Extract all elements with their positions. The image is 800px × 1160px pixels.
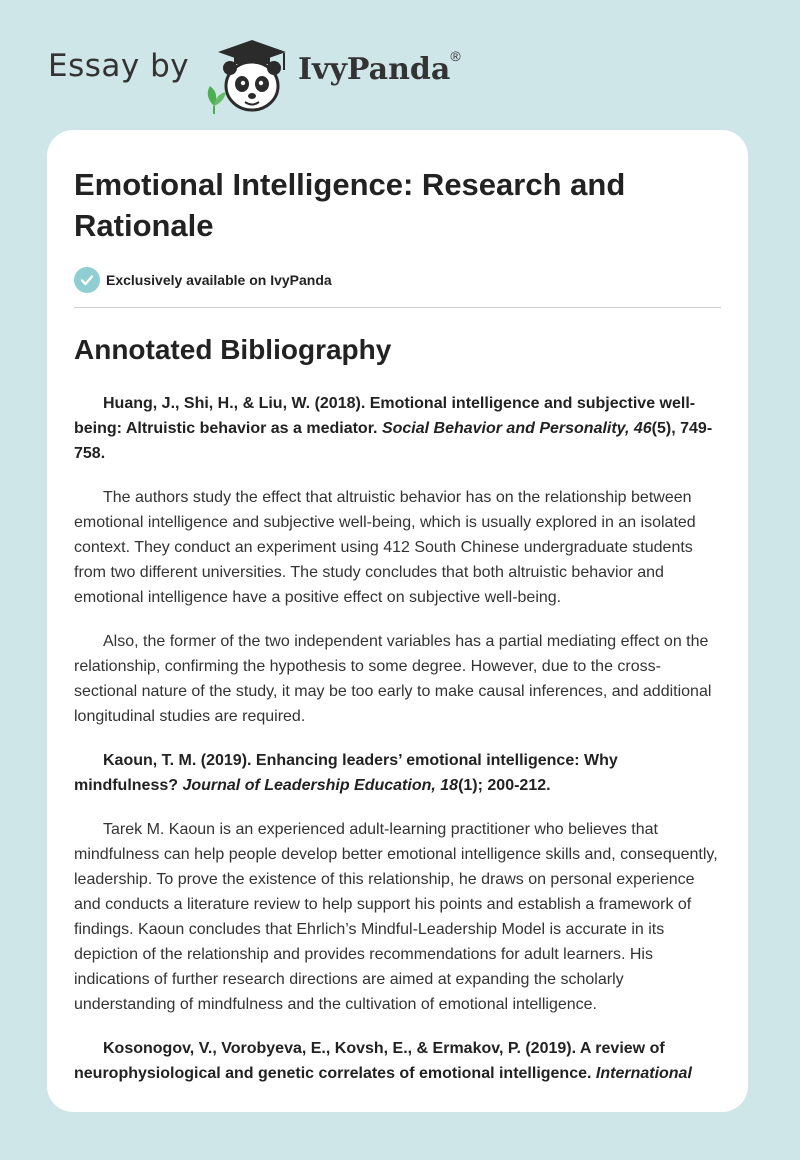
annotation-paragraph: Also, the former of the two independent variables has a partial mediating effect on the relationship, confirming the hypothesis to some degree. However, due to the cross-sectional nature of the study, it may be too early to make causal inferences, and additional longitudinal studies are required. bbox=[74, 633, 712, 725]
essay-by-label: Essay by bbox=[48, 48, 190, 84]
reference-entry: Kaoun, T. M. (2019). Enhancing leaders’ emotional intelligence: Why mindfulness? Journal of Leadership Education, 18(1); 200-212. bbox=[74, 752, 618, 794]
annotation-paragraph: The authors study the effect that altruistic behavior has on the relationship between emotional intelligence and subjective well-being, which is usually explored in an isolated context. They conduct an experiment using 412 South Chinese undergraduate students from two different universities. The study concludes that both altruistic behavior and emotional intelligence have a positive effect on subjective well-being. bbox=[74, 489, 696, 606]
ivypanda-logo-icon[interactable] bbox=[200, 36, 292, 116]
registered-mark: ® bbox=[450, 48, 461, 64]
reference-entry: Huang, J., Shi, H., & Liu, W. (2018). Emotional intelligence and subjective well-being: Altruistic behavior as a mediator. Social Behavior and Personality, 46(5), 749-758. bbox=[74, 395, 713, 462]
site-header bbox=[48, 30, 648, 114]
brand-name[interactable]: IvyPanda® bbox=[298, 48, 461, 87]
divider bbox=[74, 307, 721, 308]
page-title: Emotional Intelligence: Research and Rationale bbox=[74, 167, 626, 243]
exclusive-label: Exclusively available on IvyPanda bbox=[106, 272, 332, 288]
annotation-paragraph: Tarek M. Kaoun is an experienced adult-learning practitioner who believes that mindfulness can help people develop better emotional intelligence skills and, consequently, leadership. To prove the existence of this relationship, he draws on personal experience and conducts a literature review to help support his points and establish a framework of findings. Kaoun concludes that Ehrlich’s Mindful-Leadership Model is accurate in its depiction of the relationship and provides recommendations for adult learners. His indications of further research directions are aimed at expanding the scholarly understanding of mindfulness and the cultivation of emotional intelligence. bbox=[74, 821, 718, 1013]
exclusive-badge bbox=[74, 266, 721, 294]
essay-card bbox=[47, 130, 748, 1112]
reference-entry: Kosonogov, V., Vorobyeva, E., Kovsh, E., & Ermakov, P. (2019). A review of neurophysiological and genetic correlates of emotional intelligence. International bbox=[74, 1040, 692, 1082]
section-heading: Annotated Bibliography bbox=[74, 334, 392, 365]
check-icon bbox=[74, 267, 100, 293]
